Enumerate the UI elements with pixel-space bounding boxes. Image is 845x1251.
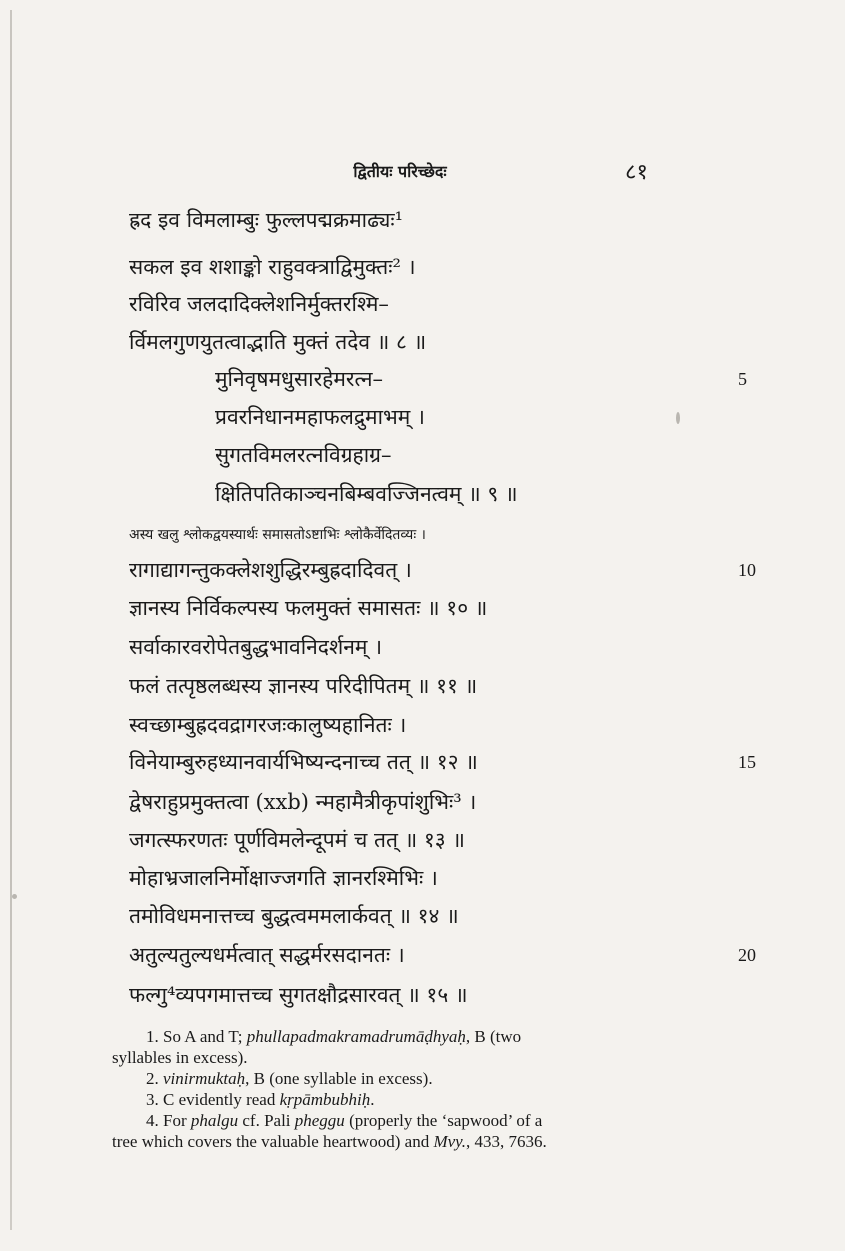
verse-line [0, 975, 845, 1015]
verse-line [0, 435, 845, 475]
verse-text: अतुल्यतुल्यधर्मत्वात् सद्धर्मरसदानतः । [129, 943, 405, 967]
footnote-text: , B (two [465, 1027, 522, 1046]
line-number: 5 [738, 369, 747, 389]
verse-line [0, 550, 845, 590]
verse-line [0, 200, 845, 240]
line-number: 15 [738, 752, 756, 772]
verse-text: ह्रद इव विमलाम्बुः फुल्लपद्मक्रमाढ्यः¹ [129, 208, 403, 232]
verse-line [0, 705, 845, 745]
footnotes [112, 1026, 692, 1152]
verse-text: द्वेषराहुप्रमुक्तत्वा (xxb) न्महामैत्रीकृपांशुभिः³ । [129, 790, 477, 814]
footnote-text: syllables in excess). [112, 1048, 248, 1067]
footnote-italic: phullapadmakramadrumāḍhyaḥ [246, 1027, 466, 1046]
verse-text: जगत्स्फरणतः पूर्णविमलेन्दूपमं च तत् ॥ १३ ॥ [129, 828, 465, 852]
verse-line [0, 666, 845, 706]
verse-line [0, 284, 845, 324]
verse-line [0, 322, 845, 362]
footnote-text: , B (one syllable in excess). [245, 1069, 433, 1088]
verse-line [0, 247, 845, 287]
verse-text: स्वच्छाम्बुह्रदवद्रागरजःकालुष्यहानितः । [129, 713, 407, 737]
verse-text: प्रवरनिधानमहाफलद्रुमाभम् । [215, 405, 425, 429]
verse-text: फल्गु⁴व्यपगमात्तच्च सुगतक्षौद्रसारवत् ॥ १५ ॥ [129, 983, 468, 1007]
verse-line [0, 820, 845, 860]
verse-line [0, 858, 845, 898]
verse-text: सुगतविमलरत्नविग्रहाग्र– [215, 443, 392, 467]
prose-note-line [0, 517, 845, 553]
verse-text: रागाद्यागन्तुकक्लेशशुद्धिरम्बुह्रदादिवत् । [129, 558, 412, 582]
verse-line [0, 896, 845, 936]
footnote-italic: pheggu [294, 1111, 345, 1130]
footnote-text: cf. Pali [238, 1111, 295, 1130]
prose-note: अस्य खलु श्लोकद्वयस्यार्थः समासतोऽष्टाभिः श्लोकैर्वेदितव्यः । [129, 527, 426, 543]
page-header [0, 156, 845, 188]
footnote-italic: kṛpāmbubhiḥ [279, 1090, 371, 1109]
verse-line [0, 782, 845, 822]
verse-text: विनेयाम्बुरुहध्यानवार्यभिष्यन्दनाच्च तत् ॥ १२ ॥ [129, 750, 478, 774]
line-number: 10 [738, 560, 756, 580]
footnote-text: 1. So A and T; [146, 1027, 247, 1046]
verse-line [0, 742, 845, 782]
scan-speck [12, 894, 17, 899]
verse-line [0, 474, 845, 514]
verse-line [0, 359, 845, 399]
footnote-italic: vinirmuktaḥ [163, 1069, 246, 1088]
line-number: 20 [738, 945, 756, 965]
verse-text: मोहाभ्रजालनिर्मोक्षाज्जगति ज्ञानरश्मिभिः । [129, 866, 438, 890]
running-head: द्वितीयः परिच्छेदः [353, 162, 447, 181]
footnote-italic: phalgu [190, 1111, 239, 1130]
verse-text: ज्ञानस्य निर्विकल्पस्य फलमुक्तं समासतः ॥ १० ॥ [129, 596, 488, 620]
verse-text: रविरिव जलदादिक्लेशनिर्मुक्तरश्मि– [129, 292, 389, 316]
scan-speck [676, 412, 680, 424]
verse-text: मुनिवृषमधुसारहेमरत्न– [215, 367, 384, 391]
footnote-text: 3. C evidently read [146, 1090, 280, 1109]
footnote-3 [112, 1089, 692, 1110]
footnote-4-cont [112, 1131, 692, 1152]
verse-line [0, 935, 845, 975]
footnote-italic: Mvy. [433, 1132, 467, 1151]
footnote-1-cont [112, 1047, 692, 1068]
footnote-text: , 433, 7636. [466, 1132, 547, 1151]
footnote-text: 2. [146, 1069, 163, 1088]
footnote-2 [112, 1068, 692, 1089]
footnote-text: (properly the ‘sapwood’ of a [344, 1111, 543, 1130]
footnote-4 [112, 1110, 692, 1131]
footnote-text: . [370, 1090, 375, 1109]
footnote-text: 4. For [146, 1111, 191, 1130]
verse-text: फलं तत्पृष्ठलब्धस्य ज्ञानस्य परिदीपितम् ॥ ११ ॥ [129, 674, 478, 698]
page-number: ८१ [625, 160, 648, 185]
verse-text: र्विमलगुणयुतत्वाद्भाति मुक्तं तदेव ॥ ८ ॥ [129, 330, 427, 354]
verse-text: सकल इव शशाङ्को राहुवक्त्राद्विमुक्तः² । [129, 255, 416, 279]
verse-text: सर्वाकारवरोपेतबुद्धभावनिदर्शनम् । [129, 635, 383, 659]
verse-text: क्षितिपतिकाञ्चनबिम्बवज्जिनत्वम् ॥ ९ ॥ [215, 482, 518, 506]
footnote-text: tree which covers the valuable heartwood) and [112, 1132, 434, 1151]
verse-line [0, 588, 845, 628]
verse-line [0, 397, 845, 437]
verse-text: तमोविधमनात्तच्च बुद्धत्वममलार्कवत् ॥ १४ ॥ [129, 904, 459, 928]
verse-line [0, 627, 845, 667]
footnote-1 [112, 1026, 692, 1047]
